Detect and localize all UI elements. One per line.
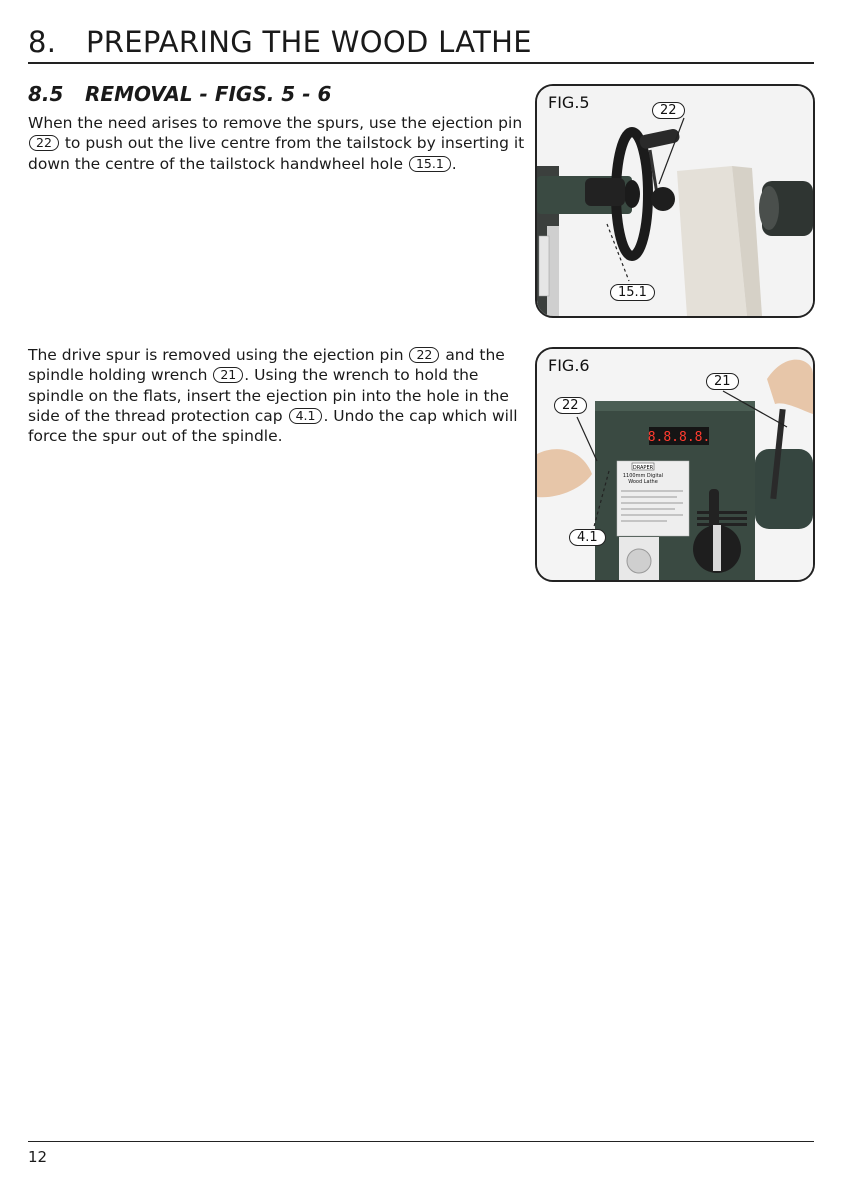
section-title: REMOVAL - FIGS. 5 - 6	[85, 82, 332, 106]
fig5-callout-handwheel-hole: 15.1	[610, 284, 655, 301]
fig6-digital-display: 8.8.8.8.	[647, 430, 711, 445]
fig6-callout-wrench: 21	[706, 373, 739, 390]
para2-text-1: The drive spur is removed using the ejection pin	[28, 346, 404, 364]
para1-text-1: When the need arises to remove the spurs, use the ejection pin	[28, 114, 523, 132]
callout-thread-cap: 4.1	[289, 408, 323, 424]
para1-text-3: .	[451, 154, 457, 173]
figure-5-label: FIG.5	[548, 93, 590, 112]
callout-ejection-pin: 22	[409, 347, 439, 363]
para2-text-2: and the spindle holding wrench	[28, 346, 505, 385]
fig6-callout-ejection-pin: 22	[554, 397, 587, 414]
paragraph-tailstock-removal	[28, 113, 528, 174]
footer-rule	[28, 1141, 814, 1142]
section-heading	[28, 80, 331, 108]
figure-5-photo	[537, 86, 813, 316]
callout-wrench: 21	[213, 367, 243, 383]
figure-5	[535, 84, 815, 318]
chapter-title: PREPARING THE WOOD LATHE	[86, 25, 532, 59]
fig5-callout-ejection-pin: 22	[652, 102, 685, 119]
fig6-callout-thread-cap: 4.1	[569, 529, 606, 546]
chapter-heading	[28, 22, 814, 62]
chapter-number: 8.	[28, 25, 57, 59]
callout-handwheel-hole: 15.1	[409, 156, 451, 172]
fig6-plate-line-1: 1100mm Digital	[622, 473, 664, 479]
para2-text-4: . Undo the cap which will force the spur out of the spindle.	[28, 406, 518, 446]
paragraph-drive-spur-removal	[28, 345, 528, 446]
fig6-plate-line-2: Wood Lathe	[628, 479, 658, 485]
para1-text-2: to push out the live centre from the tailstock by inserting it down the centre of the tailstock handwheel hole	[28, 134, 525, 173]
fig6-plate-brand: DRAPER	[632, 465, 654, 471]
callout-ejection-pin: 22	[29, 135, 59, 151]
para2-text-3: . Using the wrench to hold the spindle on the flats, insert the ejection pin into the hole in the side of the thread protection cap	[28, 366, 509, 425]
figure-6	[535, 347, 815, 582]
figure-6-label: FIG.6	[548, 356, 590, 375]
header-rule	[28, 62, 814, 64]
page-number: 12	[28, 1148, 48, 1166]
section-number: 8.5	[28, 82, 64, 106]
